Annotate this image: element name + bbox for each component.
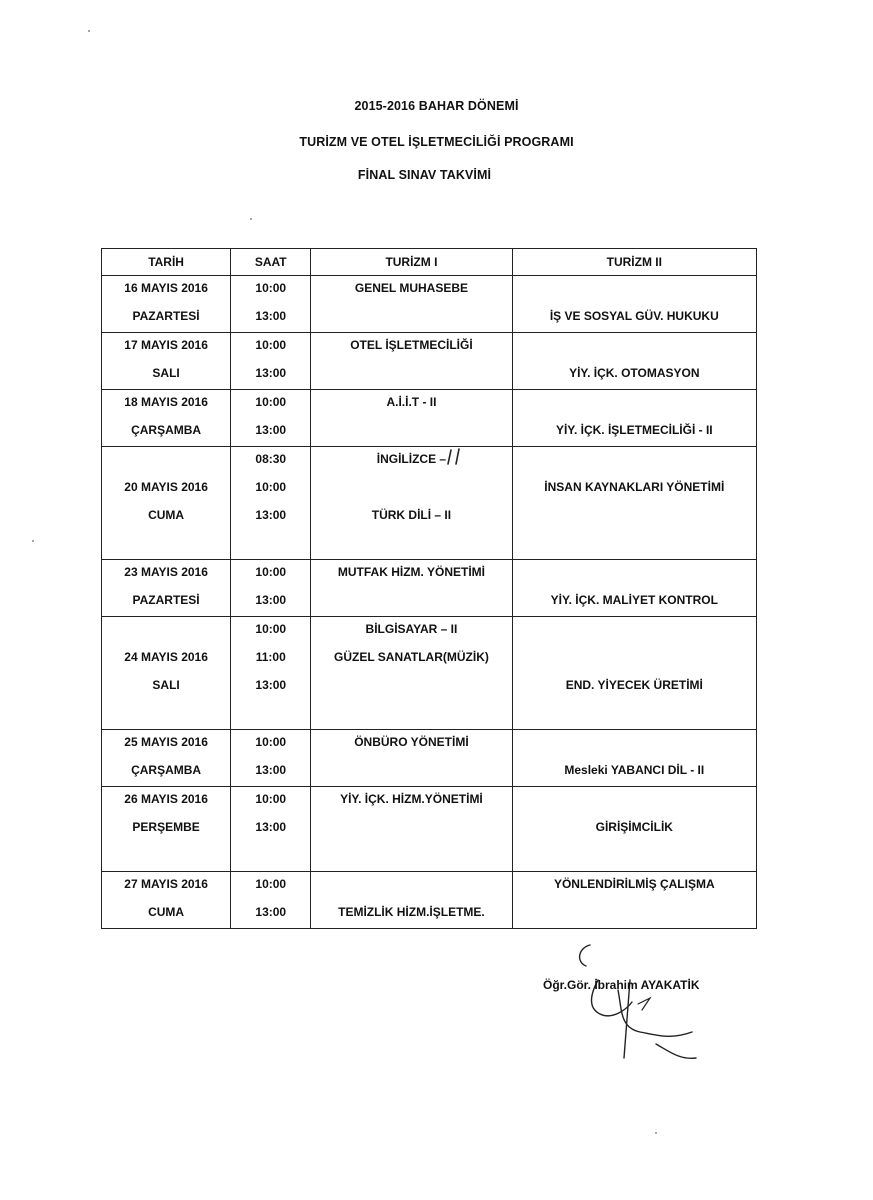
column-header-turizm-1: TURİZM I [311, 249, 512, 276]
course-name: GÜZEL SANATLAR(MÜZİK) [334, 650, 489, 664]
course-name [311, 475, 511, 503]
exam-date: 23 MAYIS 2016 [124, 565, 208, 579]
course-name: MUTFAK HİZM. YÖNETİMİ [337, 565, 485, 579]
course-name: YİY. İÇK. İŞLETMECİLİĞİ - II [555, 423, 713, 437]
exam-time: 10:00 [255, 395, 287, 409]
course-name [311, 588, 511, 616]
course-name: YİY. İÇK. HİZM.YÖNETİMİ [340, 792, 483, 806]
exam-time: 13:00 [255, 820, 287, 834]
turizm-2-cell [512, 447, 756, 560]
exam-time: 13:00 [255, 366, 287, 380]
date-cell [102, 333, 231, 390]
exam-time: 10:00 [255, 338, 287, 352]
course-name [513, 333, 756, 361]
course-name: ÖNBÜRO YÖNETİMİ [354, 735, 469, 749]
column-header-date: TARİH [102, 249, 231, 276]
course-name [513, 617, 756, 645]
table-header-row [102, 249, 757, 276]
time-cell [231, 560, 311, 617]
turizm-2-cell [512, 390, 756, 447]
table-row [102, 560, 757, 617]
turizm-1-cell [311, 390, 512, 447]
signatory-name: Öğr.Gör. İbrahim AYAKATİK [543, 978, 700, 992]
table-row [102, 447, 757, 560]
course-name [513, 900, 756, 928]
turizm-2-cell [512, 787, 756, 872]
scan-speck [88, 30, 90, 32]
turizm-2-cell [512, 276, 756, 333]
calendar-title: FİNAL SINAV TAKVİMİ [357, 168, 492, 182]
handwritten-roman-two-mark [445, 446, 469, 468]
exam-weekday: SALI [152, 366, 180, 380]
course-name [311, 758, 511, 786]
table-row [102, 276, 757, 333]
course-name [513, 787, 756, 815]
exam-weekday: ÇARŞAMBA [131, 763, 202, 777]
exam-time: 13:00 [255, 678, 287, 692]
exam-weekday: PAZARTESİ [132, 309, 200, 323]
table-row [102, 730, 757, 787]
signature-scribble-icon [560, 940, 700, 1070]
turizm-1-cell [311, 730, 512, 787]
exam-time: 10:00 [255, 480, 287, 494]
course-name: OTEL İŞLETMECİLİĞİ [350, 338, 473, 352]
exam-weekday: CUMA [148, 508, 185, 522]
date-cell [102, 787, 231, 872]
time-cell [231, 390, 311, 447]
date-cell [102, 730, 231, 787]
exam-time: 13:00 [255, 309, 287, 323]
time-cell [231, 730, 311, 787]
exam-weekday: PERŞEMBE [132, 820, 200, 834]
exam-time: 10:00 [255, 565, 287, 579]
turizm-1-cell [311, 872, 512, 929]
course-name [311, 418, 511, 446]
course-name: GİRİŞİMCİLİK [595, 820, 673, 834]
exam-weekday: SALI [152, 678, 180, 692]
course-name: GENEL MUHASEBE [354, 281, 469, 295]
table-row [102, 390, 757, 447]
course-name [311, 673, 511, 701]
semester-title: 2015-2016 BAHAR DÖNEMİ [354, 99, 519, 113]
exam-time: 10:00 [255, 735, 287, 749]
date-cell [102, 617, 231, 730]
exam-date: 18 MAYIS 2016 [124, 395, 208, 409]
turizm-1-cell [311, 447, 512, 560]
exam-time: 08:30 [255, 452, 287, 466]
exam-time: 13:00 [255, 593, 287, 607]
course-name: END. YİYECEK ÜRETİMİ [565, 678, 703, 692]
exam-time: 11:00 [255, 650, 286, 664]
exam-date: 27 MAYIS 2016 [124, 877, 208, 891]
scan-speck [250, 218, 252, 220]
exam-time: 10:00 [255, 877, 287, 891]
date-cell [102, 276, 231, 333]
scan-speck [655, 1132, 657, 1134]
date-cell [102, 560, 231, 617]
course-name: İŞ VE SOSYAL GÜV. HUKUKU [549, 309, 719, 323]
turizm-2-cell [512, 560, 756, 617]
table-row [102, 333, 757, 390]
table-row [102, 872, 757, 929]
exam-date: 24 MAYIS 2016 [124, 650, 208, 664]
turizm-1-cell [311, 617, 512, 730]
exam-date: 20 MAYIS 2016 [124, 480, 208, 494]
turizm-2-cell [512, 730, 756, 787]
date-cell [102, 447, 231, 560]
exam-date: 17 MAYIS 2016 [124, 338, 208, 352]
turizm-1-cell [311, 276, 512, 333]
exam-date: 26 MAYIS 2016 [124, 792, 208, 806]
time-cell [231, 617, 311, 730]
course-name [513, 730, 756, 758]
turizm-1-cell [311, 333, 512, 390]
turizm-2-cell [512, 872, 756, 929]
table-row [102, 617, 757, 730]
column-header-turizm-2: TURİZM II [512, 249, 756, 276]
course-name [513, 276, 756, 304]
course-name: BİLGİSAYAR – II [365, 622, 458, 636]
turizm-1-cell [311, 787, 512, 872]
exam-time: 10:00 [255, 281, 287, 295]
course-name [311, 304, 511, 332]
time-cell [231, 276, 311, 333]
course-name: A.İ.İ.T - II [386, 395, 437, 409]
course-name [513, 560, 756, 588]
exam-weekday: CUMA [148, 905, 185, 919]
course-name [513, 390, 756, 418]
course-name [311, 815, 511, 843]
spacer [102, 617, 230, 645]
exam-time: 13:00 [255, 508, 287, 522]
course-name: İNGİLİZCE – [376, 452, 447, 466]
exam-date: 16 MAYIS 2016 [124, 281, 208, 295]
exam-time: 13:00 [255, 423, 287, 437]
course-name: YİY. İÇK. MALİYET KONTROL [550, 593, 718, 607]
course-name: İNSAN KAYNAKLARI YÖNETİMİ [544, 480, 725, 494]
exam-schedule-table [101, 248, 757, 929]
turizm-2-cell [512, 617, 756, 730]
time-cell [231, 333, 311, 390]
column-header-time: SAAT [231, 249, 311, 276]
scan-speck [32, 540, 34, 542]
course-name: YİY. İÇK. OTOMASYON [569, 366, 700, 380]
course-name [513, 645, 756, 673]
time-cell [231, 447, 311, 560]
date-cell [102, 390, 231, 447]
time-cell [231, 872, 311, 929]
program-title: TURİZM VE OTEL İŞLETMECİLİĞİ PROGRAMI [299, 135, 574, 149]
course-name [311, 872, 511, 900]
course-name: YÖNLENDİRİLMİŞ ÇALIŞMA [553, 877, 715, 891]
exam-time: 10:00 [255, 792, 287, 806]
exam-time: 10:00 [255, 622, 287, 636]
turizm-1-cell [311, 560, 512, 617]
spacer [102, 447, 230, 475]
exam-time: 13:00 [255, 763, 287, 777]
course-name [513, 447, 756, 475]
course-name [513, 503, 756, 531]
course-name: TEMİZLİK HİZM.İŞLETME. [338, 905, 485, 919]
date-cell [102, 872, 231, 929]
course-name [311, 361, 511, 389]
course-name: Mesleki YABANCI DİL - II [564, 763, 705, 777]
course-name: TÜRK DİLİ – II [371, 508, 452, 522]
exam-weekday: ÇARŞAMBA [131, 423, 202, 437]
time-cell [231, 787, 311, 872]
exam-time: 13:00 [255, 905, 287, 919]
exam-weekday: PAZARTESİ [132, 593, 200, 607]
exam-date: 25 MAYIS 2016 [124, 735, 208, 749]
table-row [102, 787, 757, 872]
turizm-2-cell [512, 333, 756, 390]
